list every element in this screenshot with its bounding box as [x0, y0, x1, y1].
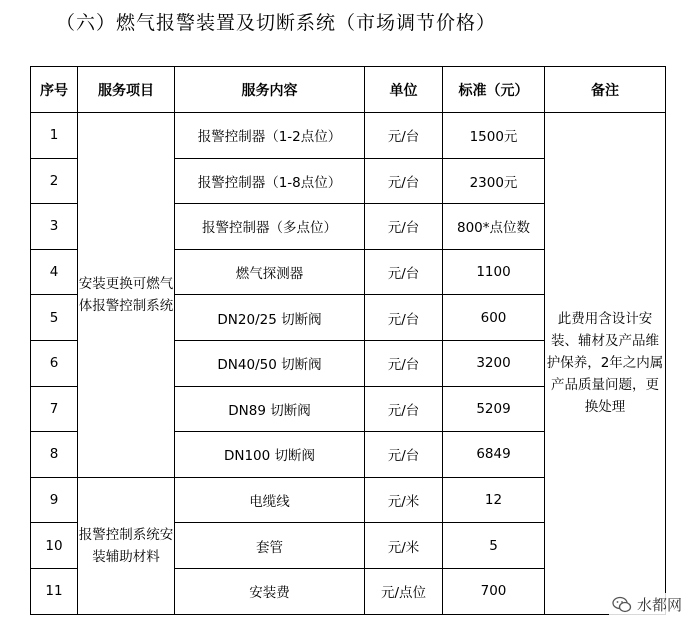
header-standard: 标准（元） [443, 67, 545, 113]
row-content: 报警控制器（多点位） [175, 204, 365, 250]
page-title: （六）燃气报警装置及切断系统（市场调节价格） [56, 12, 497, 34]
row-unit: 元/台 [365, 295, 443, 341]
price-table [30, 66, 666, 615]
row-price: 6849 [443, 432, 545, 478]
row-no: 4 [31, 249, 78, 295]
row-content: DN89 切断阀 [175, 386, 365, 432]
watermark-text: 水都网 [636, 596, 682, 614]
row-no: 8 [31, 432, 78, 478]
row-content: 报警控制器（1-8点位） [175, 158, 365, 204]
row-unit: 元/台 [365, 340, 443, 386]
row-unit: 元/台 [365, 386, 443, 432]
row-unit: 元/米 [365, 477, 443, 523]
table-row [31, 113, 666, 159]
row-no: 10 [31, 523, 78, 569]
watermark [609, 593, 685, 616]
row-price: 5 [443, 523, 545, 569]
header-no: 序号 [31, 67, 78, 113]
row-price: 600 [443, 295, 545, 341]
row-content: 套管 [175, 523, 365, 569]
row-no: 2 [31, 158, 78, 204]
wechat-icon [612, 596, 632, 614]
row-content: 电缆线 [175, 477, 365, 523]
service-item-group-2: 报警控制系统安装辅助材料 [78, 477, 175, 614]
row-price: 3200 [443, 340, 545, 386]
header-note: 备注 [545, 67, 666, 113]
header-unit: 单位 [365, 67, 443, 113]
row-price: 800*点位数 [443, 204, 545, 250]
row-unit: 元/台 [365, 204, 443, 250]
row-content: DN100 切断阀 [175, 432, 365, 478]
note-cell: 此费用含设计安装、辅材及产品维护保养，2年之内属产品质量问题，更换处理 [545, 113, 666, 615]
row-content: DN20/25 切断阀 [175, 295, 365, 341]
header-service-item: 服务项目 [78, 67, 175, 113]
row-price: 1500元 [443, 113, 545, 159]
row-price: 5209 [443, 386, 545, 432]
row-unit: 元/台 [365, 158, 443, 204]
row-no: 3 [31, 204, 78, 250]
row-no: 5 [31, 295, 78, 341]
row-price: 700 [443, 568, 545, 614]
row-unit: 元/台 [365, 113, 443, 159]
row-content: DN40/50 切断阀 [175, 340, 365, 386]
row-unit: 元/台 [365, 432, 443, 478]
row-no: 1 [31, 113, 78, 159]
row-no: 6 [31, 340, 78, 386]
header-service-content: 服务内容 [175, 67, 365, 113]
row-unit: 元/米 [365, 523, 443, 569]
row-content: 燃气探测器 [175, 249, 365, 295]
row-no: 7 [31, 386, 78, 432]
row-no: 9 [31, 477, 78, 523]
row-unit: 元/台 [365, 249, 443, 295]
row-price: 1100 [443, 249, 545, 295]
row-price: 2300元 [443, 158, 545, 204]
row-unit: 元/点位 [365, 568, 443, 614]
table-header-row [31, 67, 666, 113]
row-content: 安装费 [175, 568, 365, 614]
row-no: 11 [31, 568, 78, 614]
row-price: 12 [443, 477, 545, 523]
row-content: 报警控制器（1-2点位） [175, 113, 365, 159]
service-item-group-1: 安装更换可燃气体报警控制系统 [78, 113, 175, 478]
